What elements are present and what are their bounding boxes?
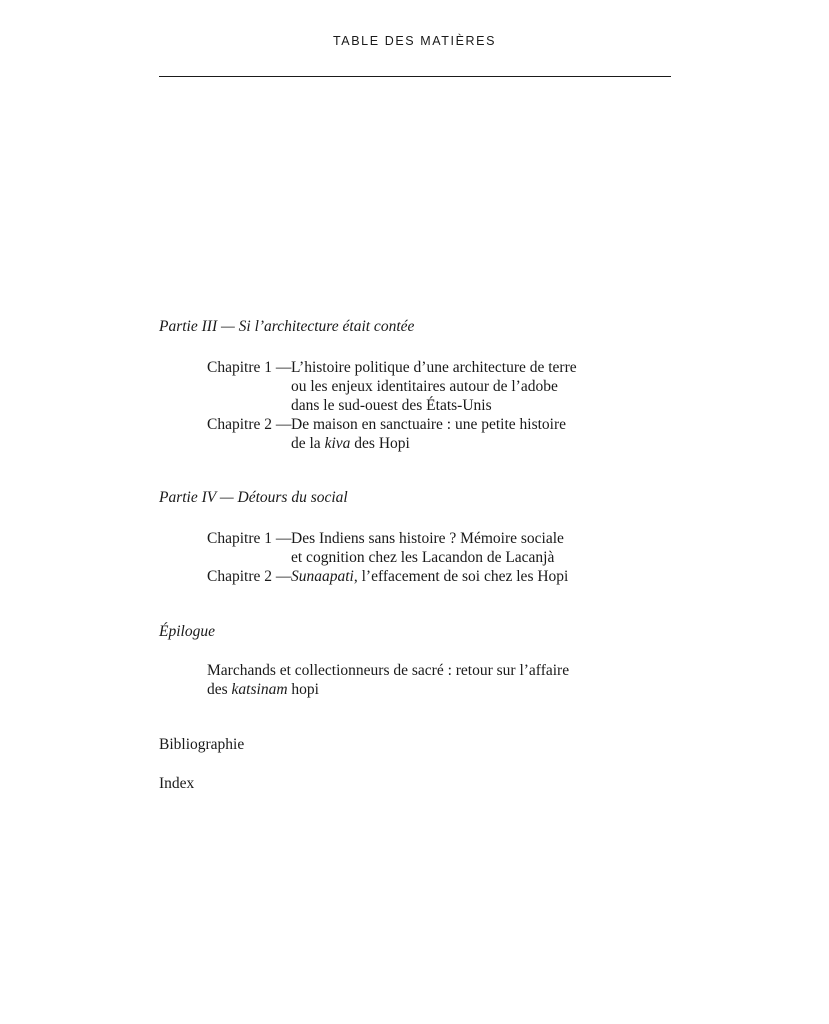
- epilogue-entry[interactable]: [207, 661, 627, 699]
- part-4-title: Partie IV — Détours du social: [159, 489, 348, 506]
- chapter-title-line: L’histoire politique d’une architecture de terre: [291, 359, 577, 376]
- running-header: TABLE DES MATIÈRES: [332, 34, 497, 48]
- chapter-title-line: Des Indiens sans histoire ? Mémoire sociale: [291, 530, 564, 547]
- bibliography-entry[interactable]: Bibliographie: [159, 736, 245, 753]
- part-4-chapter-1[interactable]: [207, 529, 627, 567]
- header-rule: [159, 76, 671, 77]
- index-entry[interactable]: Index: [159, 775, 195, 792]
- text-run: hopi: [287, 681, 319, 698]
- entry-line: Marchands et collectionneurs de sacré : retour sur l’affaire: [207, 662, 570, 679]
- chapter-title-line: , l’effacement de soi chez les Hopi: [353, 568, 569, 585]
- text-run: de la: [291, 435, 325, 452]
- italic-term: Sunaapati: [291, 568, 354, 585]
- chapter-title-line: et cognition chez les Lacandon de Lacanjà: [291, 549, 555, 566]
- chapter-title-line: De maison en sanctuaire : une petite histoire: [291, 416, 567, 433]
- chapter-number: Chapitre 2 —: [207, 568, 292, 585]
- text-run: des: [207, 681, 232, 698]
- chapter-number: Chapitre 1 —: [207, 530, 292, 547]
- part-3-chapter-1[interactable]: [207, 358, 627, 415]
- entry-line: [207, 680, 627, 699]
- chapter-title-line: [207, 434, 627, 453]
- text-run: des Hopi: [350, 435, 410, 452]
- chapter-number: Chapitre 1 —: [207, 359, 292, 376]
- epilogue-title: Épilogue: [159, 623, 215, 640]
- italic-term: katsinam: [231, 681, 288, 698]
- part-4-chapter-2[interactable]: [207, 567, 627, 586]
- part-3-chapter-2[interactable]: [207, 415, 627, 453]
- part-3-title: Partie III — Si l’architecture était contée: [159, 318, 415, 335]
- chapter-title-line: ou les enjeux identitaires autour de l’adobe: [291, 378, 558, 395]
- italic-term: kiva: [324, 435, 351, 452]
- chapter-number: Chapitre 2 —: [207, 416, 292, 433]
- chapter-title-line: dans le sud-ouest des États-Unis: [291, 397, 492, 414]
